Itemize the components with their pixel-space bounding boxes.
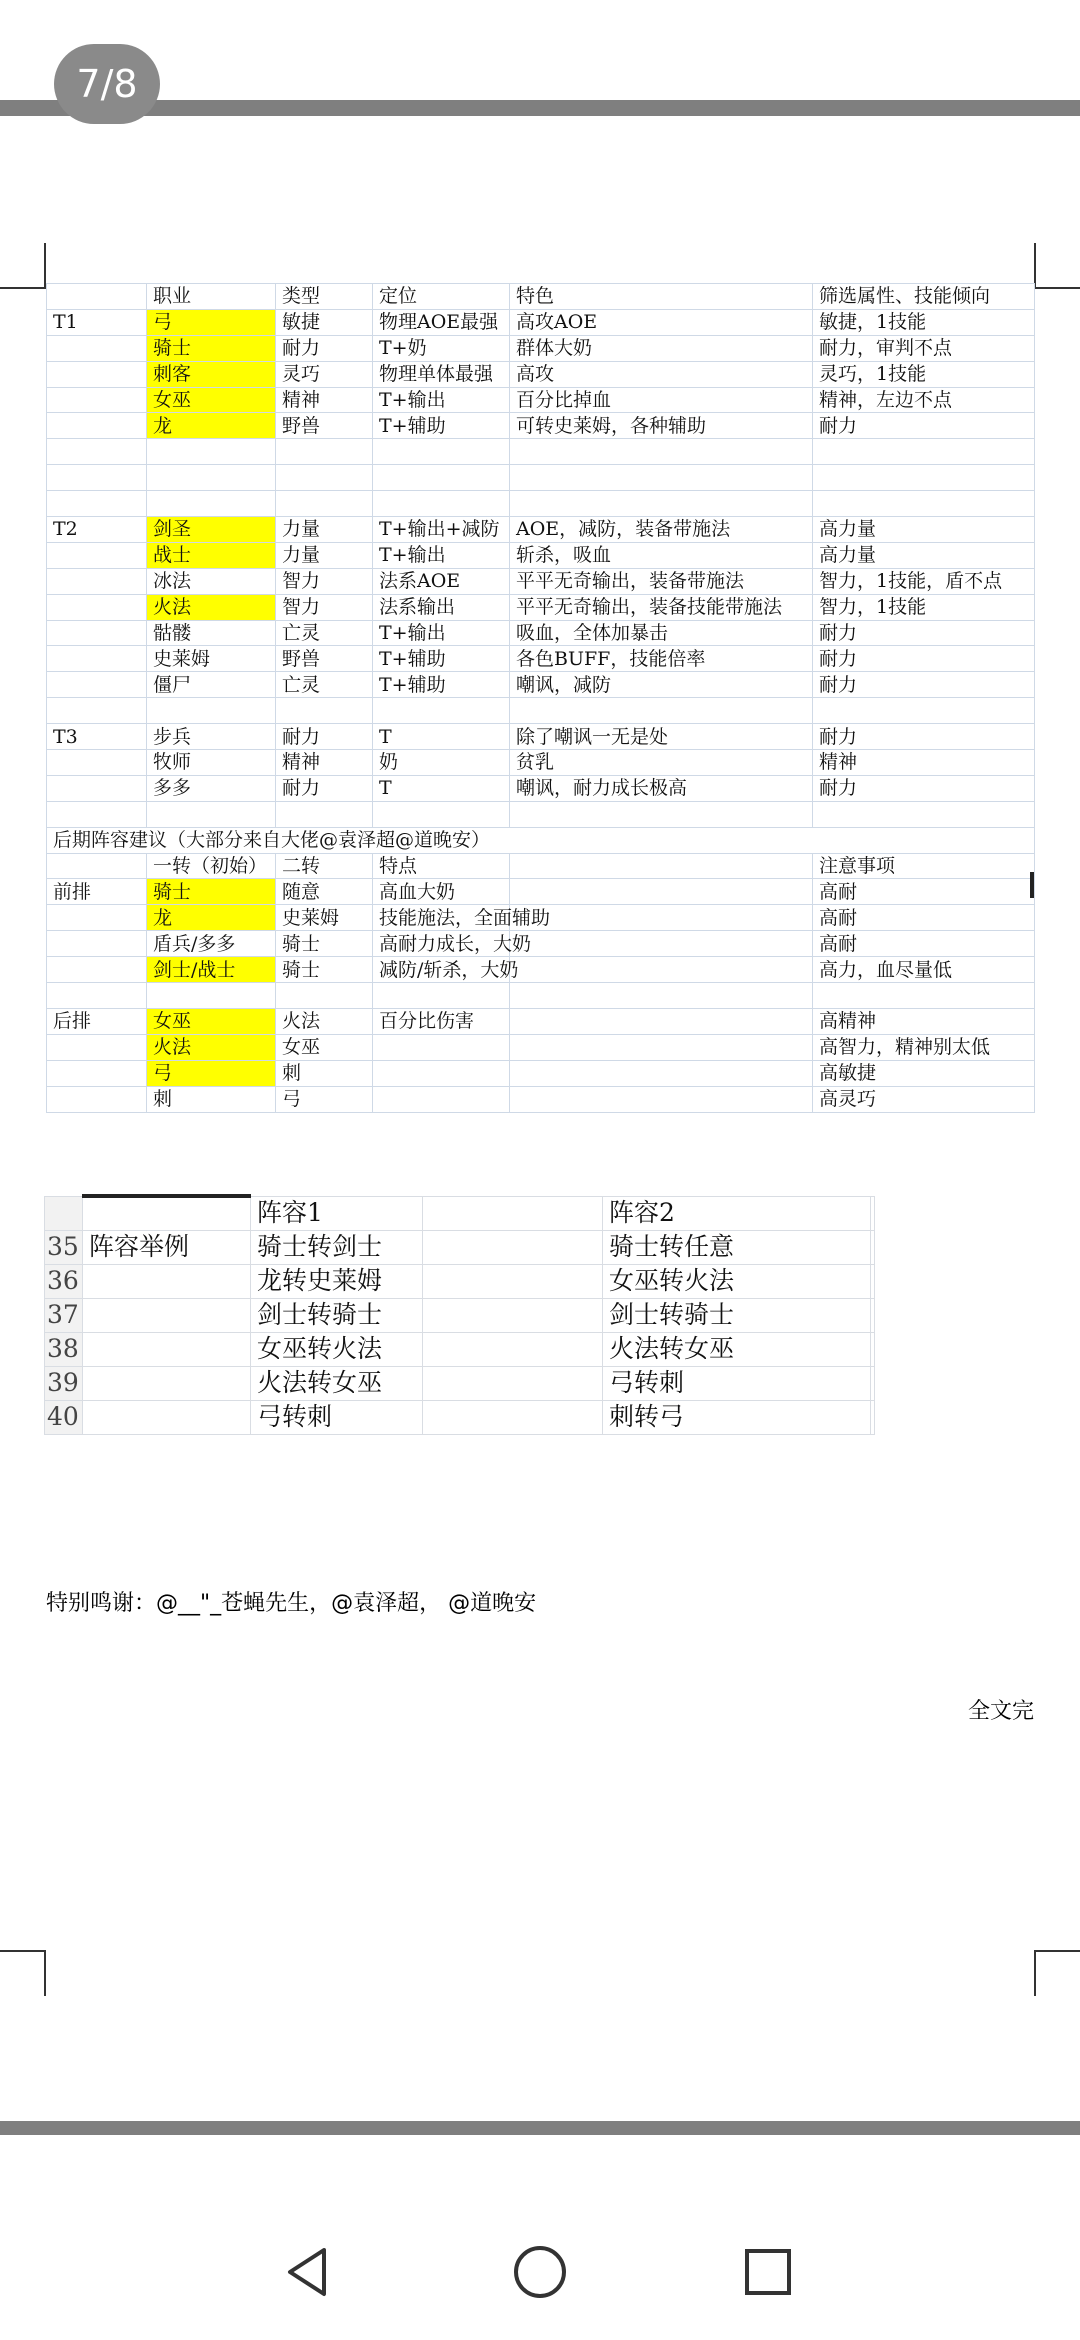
cell-tier[interactable]: [47, 594, 147, 620]
cell-feature[interactable]: [510, 879, 813, 905]
cell-role[interactable]: 定位: [373, 284, 510, 310]
cell-type[interactable]: 野兽: [276, 646, 373, 672]
cell-feature[interactable]: 平平无奇输出，装备技能带施法: [510, 594, 813, 620]
cell-class[interactable]: 冰法: [147, 568, 276, 594]
cell-attribute-tip[interactable]: 敏捷，1技能: [813, 309, 1035, 335]
table-row: [47, 413, 1035, 439]
cell-role[interactable]: T+输出+减防: [373, 517, 510, 543]
cell-class[interactable]: 龙: [147, 413, 276, 439]
cell-role[interactable]: T+辅助: [373, 672, 510, 698]
cell-spacer[interactable]: [423, 1196, 603, 1230]
table-row: [47, 1008, 1035, 1034]
cell-feature[interactable]: 特色: [510, 284, 813, 310]
cell-lineup-1[interactable]: 火法转女巫: [251, 1366, 423, 1400]
cell-lineup-1[interactable]: 阵容1: [251, 1196, 423, 1230]
cell-tier[interactable]: [47, 465, 147, 491]
cell-class[interactable]: [147, 698, 276, 724]
cell-attribute-tip[interactable]: [813, 983, 1035, 1009]
cell-type[interactable]: 敏捷: [276, 309, 373, 335]
cell-attribute-tip[interactable]: 智力，1技能: [813, 594, 1035, 620]
cell-feature[interactable]: [510, 1008, 813, 1034]
cell-attribute-tip[interactable]: 高智力，精神别太低: [813, 1034, 1035, 1060]
crop-mark-top-right: [1034, 243, 1080, 289]
cell-type[interactable]: 刺: [276, 1060, 373, 1086]
cell-role[interactable]: T: [373, 775, 510, 801]
cell-type[interactable]: 亡灵: [276, 672, 373, 698]
table-row: [47, 1060, 1035, 1086]
cell-feature[interactable]: [510, 698, 813, 724]
cell-tier[interactable]: T3: [47, 724, 147, 750]
cell-spacer[interactable]: [423, 1264, 603, 1298]
table-row: [47, 465, 1035, 491]
cell-role[interactable]: [373, 1060, 510, 1086]
cell-role[interactable]: [373, 491, 510, 517]
cell-type[interactable]: 野兽: [276, 413, 373, 439]
cell-row-number: 35: [45, 1230, 83, 1264]
cell-tier[interactable]: [47, 491, 147, 517]
table-row: [47, 905, 1035, 931]
cell-attribute-tip[interactable]: 耐力，审判不点: [813, 335, 1035, 361]
table-row: [45, 1196, 875, 1230]
cell-feature[interactable]: 可转史莱姆，各种辅助: [510, 413, 813, 439]
table-row: [47, 672, 1035, 698]
cell-role[interactable]: [373, 983, 510, 1009]
table-row: [47, 853, 1035, 879]
cell-attribute-tip[interactable]: 耐力: [813, 620, 1035, 646]
cell-type[interactable]: 火法: [276, 1008, 373, 1034]
cell-attribute-tip[interactable]: 高灵巧: [813, 1086, 1035, 1112]
cell-tier[interactable]: [47, 284, 147, 310]
table-row: [47, 568, 1035, 594]
cell-class[interactable]: 僵尸: [147, 672, 276, 698]
cell-lineup-2[interactable]: 女巫转火法: [603, 1264, 871, 1298]
cell-role[interactable]: T+输出: [373, 542, 510, 568]
table-row: [47, 517, 1035, 543]
page-indicator: 7/8: [54, 44, 160, 124]
table-row: [47, 775, 1035, 801]
cell-type[interactable]: [276, 983, 373, 1009]
cell-row-number: 38: [45, 1332, 83, 1366]
cell-attribute-tip[interactable]: [813, 439, 1035, 465]
cell-spacer-2[interactable]: [871, 1298, 875, 1332]
cell-type[interactable]: 女巫: [276, 1034, 373, 1060]
cell-role[interactable]: [373, 439, 510, 465]
cell-role[interactable]: 技能施法，全面辅助: [373, 905, 510, 931]
cell-spacer[interactable]: [423, 1230, 603, 1264]
table-row: [47, 879, 1035, 905]
cell-role[interactable]: 物理AOE最强: [373, 309, 510, 335]
cell-class[interactable]: 刺: [147, 1086, 276, 1112]
table-row: [45, 1264, 875, 1298]
cell-tier[interactable]: [47, 698, 147, 724]
end-of-article: 全文完: [967, 1699, 1034, 1724]
cell-attribute-tip[interactable]: 精神，左边不点: [813, 387, 1035, 413]
recent-apps-button[interactable]: [728, 2232, 808, 2312]
table-row: [45, 1332, 875, 1366]
table-row: [47, 620, 1035, 646]
table-row: [47, 309, 1035, 335]
cell-role[interactable]: 法系AOE: [373, 568, 510, 594]
table-row: [45, 1366, 875, 1400]
cell-tier[interactable]: [47, 905, 147, 931]
special-thanks: 特别鸣谢：@__"_苍蝇先生，@袁泽超， @道晚安: [46, 1591, 537, 1616]
cell-class[interactable]: [147, 465, 276, 491]
cell-class[interactable]: 骑士: [147, 335, 276, 361]
cell-class[interactable]: 剑圣: [147, 517, 276, 543]
cell-spacer-2[interactable]: [871, 1366, 875, 1400]
cell-spacer-2[interactable]: [871, 1264, 875, 1298]
cell-spacer[interactable]: [423, 1332, 603, 1366]
cell-type[interactable]: 二转: [276, 853, 373, 879]
cell-lineup-2[interactable]: 阵容2: [603, 1196, 871, 1230]
cell-class[interactable]: 史莱姆: [147, 646, 276, 672]
cell-lineup-2[interactable]: 剑士转骑士: [603, 1298, 871, 1332]
cell-spacer[interactable]: [423, 1298, 603, 1332]
table-row: [47, 1034, 1035, 1060]
cell-tier[interactable]: [47, 542, 147, 568]
cell-feature[interactable]: [510, 491, 813, 517]
lineup-example-spreadsheet: [44, 1194, 875, 1435]
cell-class[interactable]: 骷髅: [147, 620, 276, 646]
cell-class[interactable]: 骑士: [147, 879, 276, 905]
cell-feature[interactable]: [510, 931, 813, 957]
cell-row-number: 36: [45, 1264, 83, 1298]
cell-type[interactable]: 弓: [276, 1086, 373, 1112]
table-row: [47, 284, 1035, 310]
cell-feature[interactable]: 贫乳: [510, 750, 813, 776]
cell-role[interactable]: 奶: [373, 750, 510, 776]
table-row: [47, 750, 1035, 776]
cell-feature[interactable]: 高攻AOE: [510, 309, 813, 335]
cell-attribute-tip[interactable]: 精神: [813, 750, 1035, 776]
cell-feature[interactable]: 群体大奶: [510, 335, 813, 361]
cell-type[interactable]: 力量: [276, 542, 373, 568]
recent-apps-icon: [740, 2244, 796, 2300]
cell-type[interactable]: [276, 698, 373, 724]
cell-spacer-2[interactable]: [871, 1230, 875, 1264]
cell-class[interactable]: 牧师: [147, 750, 276, 776]
cell-attribute-tip[interactable]: 高耐: [813, 905, 1035, 931]
cell-attribute-tip[interactable]: 高力，血尽量低: [813, 957, 1035, 983]
cell-attribute-tip[interactable]: 耐力: [813, 646, 1035, 672]
cell-tier[interactable]: 后排: [47, 1008, 147, 1034]
system-navigation-bar: [0, 2220, 1080, 2340]
cell-feature[interactable]: [510, 957, 813, 983]
cell-role[interactable]: T+辅助: [373, 413, 510, 439]
table-row: [47, 1086, 1035, 1112]
cell-row-number: 37: [45, 1298, 83, 1332]
table-row: [47, 387, 1035, 413]
cell-type[interactable]: [276, 801, 373, 827]
cell-class[interactable]: [147, 801, 276, 827]
cell-class[interactable]: 一转（初始）: [147, 853, 276, 879]
cell-type[interactable]: 智力: [276, 568, 373, 594]
cell-role[interactable]: [373, 1086, 510, 1112]
cell-attribute-tip[interactable]: 耐力: [813, 724, 1035, 750]
cell-type[interactable]: [276, 491, 373, 517]
cell-label[interactable]: [83, 1264, 251, 1298]
cell-type[interactable]: 随意: [276, 879, 373, 905]
cell-tier[interactable]: [47, 801, 147, 827]
cell-section-heading[interactable]: 后期阵容建议（大部分来自大佬@袁泽超@道晚安）: [47, 827, 1035, 853]
home-icon: [510, 2242, 570, 2302]
cell-role[interactable]: 高耐力成长，大奶: [373, 931, 510, 957]
table-row: [47, 594, 1035, 620]
cell-type[interactable]: [276, 439, 373, 465]
cell-spacer-2[interactable]: [871, 1400, 875, 1434]
class-tier-spreadsheet: [46, 283, 1035, 1113]
cell-lineup-2[interactable]: 骑士转任意: [603, 1230, 871, 1264]
table-row: [47, 542, 1035, 568]
cell-tier[interactable]: [47, 413, 147, 439]
cell-attribute-tip[interactable]: 耐力: [813, 413, 1035, 439]
table-row: [47, 335, 1035, 361]
cell-feature[interactable]: 各色BUFF，技能倍率: [510, 646, 813, 672]
cell-tier[interactable]: T2: [47, 517, 147, 543]
cell-role[interactable]: 法系输出: [373, 594, 510, 620]
cell-attribute-tip[interactable]: 耐力: [813, 775, 1035, 801]
table-row: [47, 957, 1035, 983]
back-icon: [280, 2244, 336, 2300]
cell-label[interactable]: [83, 1400, 251, 1434]
cell-attribute-tip[interactable]: [813, 801, 1035, 827]
table-row: [47, 983, 1035, 1009]
cell-lineup-1[interactable]: 女巫转火法: [251, 1332, 423, 1366]
viewer-top-divider: [0, 100, 1080, 116]
cell-attribute-tip[interactable]: 注意事项: [813, 853, 1035, 879]
cell-attribute-tip[interactable]: 智力，1技能，盾不点: [813, 568, 1035, 594]
cell-lineup-2[interactable]: 火法转女巫: [603, 1332, 871, 1366]
cell-tier[interactable]: [47, 750, 147, 776]
cell-feature[interactable]: [510, 439, 813, 465]
table-row: [47, 439, 1035, 465]
cell-tier[interactable]: [47, 646, 147, 672]
cell-type[interactable]: 智力: [276, 594, 373, 620]
cell-type[interactable]: 灵巧: [276, 361, 373, 387]
cell-class[interactable]: 龙: [147, 905, 276, 931]
cell-label[interactable]: 阵容举例: [83, 1230, 251, 1264]
cell-feature[interactable]: [510, 1034, 813, 1060]
cell-tier[interactable]: T1: [47, 309, 147, 335]
cell-feature[interactable]: [510, 983, 813, 1009]
cell-role[interactable]: [373, 1034, 510, 1060]
cell-class[interactable]: 盾兵/多多: [147, 931, 276, 957]
cell-type[interactable]: 骑士: [276, 957, 373, 983]
cell-tier[interactable]: [47, 335, 147, 361]
cell-attribute-tip[interactable]: 高敏捷: [813, 1060, 1035, 1086]
table-row: [47, 361, 1035, 387]
table-row: [45, 1230, 875, 1264]
table-row: [47, 931, 1035, 957]
table-row: [47, 724, 1035, 750]
crop-mark-bottom-right: [1034, 1950, 1080, 1996]
table-row: [47, 801, 1035, 827]
cell-attribute-tip[interactable]: 高力量: [813, 542, 1035, 568]
cell-role[interactable]: 高血大奶: [373, 879, 510, 905]
cell-feature[interactable]: [510, 1060, 813, 1086]
cell-type[interactable]: 耐力: [276, 724, 373, 750]
cell-feature[interactable]: 除了嘲讽一无是处: [510, 724, 813, 750]
cell-role[interactable]: 物理单体最强: [373, 361, 510, 387]
cell-lineup-2[interactable]: 弓转刺: [603, 1366, 871, 1400]
table-row: [45, 1298, 875, 1332]
cell-role[interactable]: T+奶: [373, 335, 510, 361]
cell-tier[interactable]: [47, 983, 147, 1009]
cell-lineup-1[interactable]: 龙转史莱姆: [251, 1264, 423, 1298]
cell-row-number: [45, 1196, 83, 1230]
cell-feature[interactable]: [510, 801, 813, 827]
cell-class[interactable]: 剑士/战士: [147, 957, 276, 983]
cell-feature[interactable]: 吸血，全体加暴击: [510, 620, 813, 646]
cell-tier[interactable]: [47, 439, 147, 465]
cell-tier[interactable]: [47, 853, 147, 879]
cell-attribute-tip[interactable]: 高精神: [813, 1008, 1035, 1034]
cell-tier[interactable]: [47, 361, 147, 387]
cell-label[interactable]: [83, 1332, 251, 1366]
cell-label[interactable]: [83, 1196, 251, 1230]
cell-feature[interactable]: [510, 1086, 813, 1112]
cell-tier[interactable]: [47, 568, 147, 594]
cell-class[interactable]: 女巫: [147, 1008, 276, 1034]
cell-lineup-1[interactable]: 骑士转剑士: [251, 1230, 423, 1264]
cell-class[interactable]: 刺客: [147, 361, 276, 387]
cell-class[interactable]: 战士: [147, 542, 276, 568]
cell-label[interactable]: [83, 1298, 251, 1332]
cell-attribute-tip[interactable]: 高耐: [813, 931, 1035, 957]
cell-spacer-2[interactable]: [871, 1196, 875, 1230]
cell-attribute-tip[interactable]: 灵巧，1技能: [813, 361, 1035, 387]
home-button[interactable]: [500, 2232, 580, 2312]
cell-class[interactable]: 女巫: [147, 387, 276, 413]
cell-attribute-tip[interactable]: [813, 465, 1035, 491]
cell-spacer[interactable]: [423, 1400, 603, 1434]
cell-class[interactable]: 步兵: [147, 724, 276, 750]
cell-tier[interactable]: 前排: [47, 879, 147, 905]
back-button[interactable]: [268, 2232, 348, 2312]
cell-feature[interactable]: 嘲讽，耐力成长极高: [510, 775, 813, 801]
cell-role[interactable]: T+输出: [373, 620, 510, 646]
cell-role[interactable]: [373, 698, 510, 724]
cell-role[interactable]: 特点: [373, 853, 510, 879]
cell-attribute-tip[interactable]: [813, 698, 1035, 724]
cell-tier[interactable]: [47, 1060, 147, 1086]
cell-type[interactable]: 史莱姆: [276, 905, 373, 931]
cell-type[interactable]: 力量: [276, 517, 373, 543]
table-row: [45, 1400, 875, 1434]
cell-attribute-tip[interactable]: 高耐: [813, 879, 1035, 905]
cell-role[interactable]: [373, 801, 510, 827]
cell-tier[interactable]: [47, 775, 147, 801]
cell-attribute-tip[interactable]: 耐力: [813, 672, 1035, 698]
cell-class[interactable]: [147, 439, 276, 465]
cell-cursor: [1030, 872, 1034, 898]
table-row: [47, 698, 1035, 724]
cell-feature[interactable]: AOE，减防，装备带施法: [510, 517, 813, 543]
cell-feature[interactable]: 高攻: [510, 361, 813, 387]
cell-tier[interactable]: [47, 620, 147, 646]
cell-type[interactable]: 耐力: [276, 335, 373, 361]
cell-type[interactable]: 耐力: [276, 775, 373, 801]
cell-feature[interactable]: [510, 465, 813, 491]
cell-spacer-2[interactable]: [871, 1332, 875, 1366]
cell-attribute-tip[interactable]: 筛选属性、技能倾向: [813, 284, 1035, 310]
cell-tier[interactable]: [47, 1034, 147, 1060]
cell-role[interactable]: [373, 465, 510, 491]
cell-role[interactable]: 减防/斩杀，大奶: [373, 957, 510, 983]
cell-feature[interactable]: [510, 905, 813, 931]
cell-class[interactable]: [147, 983, 276, 1009]
cell-class[interactable]: 火法: [147, 594, 276, 620]
cell-attribute-tip[interactable]: [813, 491, 1035, 517]
cell-role[interactable]: T: [373, 724, 510, 750]
table-row: [47, 646, 1035, 672]
cell-type[interactable]: 精神: [276, 750, 373, 776]
crop-mark-top-left: [0, 243, 46, 289]
cell-class[interactable]: 多多: [147, 775, 276, 801]
cell-lineup-1[interactable]: 弓转刺: [251, 1400, 423, 1434]
crop-mark-bottom-left: [0, 1950, 46, 1996]
cell-feature[interactable]: 嘲讽，减防: [510, 672, 813, 698]
cell-type[interactable]: [276, 465, 373, 491]
cell-row-number: 40: [45, 1400, 83, 1434]
cell-role[interactable]: T+辅助: [373, 646, 510, 672]
cell-tier[interactable]: [47, 672, 147, 698]
cell-feature[interactable]: [510, 853, 813, 879]
cell-class[interactable]: 弓: [147, 1060, 276, 1086]
cell-type[interactable]: 骑士: [276, 931, 373, 957]
table-row: [47, 491, 1035, 517]
viewer-bottom-divider: [0, 2121, 1080, 2135]
cell-type[interactable]: 精神: [276, 387, 373, 413]
cell-row-number: 39: [45, 1366, 83, 1400]
cell-role[interactable]: 百分比伤害: [373, 1008, 510, 1034]
cell-tier[interactable]: [47, 387, 147, 413]
cell-spacer[interactable]: [423, 1366, 603, 1400]
cell-class[interactable]: 火法: [147, 1034, 276, 1060]
cell-tier[interactable]: [47, 1086, 147, 1112]
cell-feature[interactable]: 平平无奇输出，装备带施法: [510, 568, 813, 594]
cell-class[interactable]: 弓: [147, 309, 276, 335]
cell-type[interactable]: 亡灵: [276, 620, 373, 646]
cell-type[interactable]: 类型: [276, 284, 373, 310]
cell-feature[interactable]: 斩杀，吸血: [510, 542, 813, 568]
cell-feature[interactable]: 百分比掉血: [510, 387, 813, 413]
cell-attribute-tip[interactable]: 高力量: [813, 517, 1035, 543]
cell-label[interactable]: [83, 1366, 251, 1400]
cell-role[interactable]: T+输出: [373, 387, 510, 413]
cell-lineup-2[interactable]: 刺转弓: [603, 1400, 871, 1434]
cell-class[interactable]: 职业: [147, 284, 276, 310]
table-row: [47, 827, 1035, 853]
cell-lineup-1[interactable]: 剑士转骑士: [251, 1298, 423, 1332]
cell-tier[interactable]: [47, 957, 147, 983]
cell-tier[interactable]: [47, 931, 147, 957]
cell-class[interactable]: [147, 491, 276, 517]
